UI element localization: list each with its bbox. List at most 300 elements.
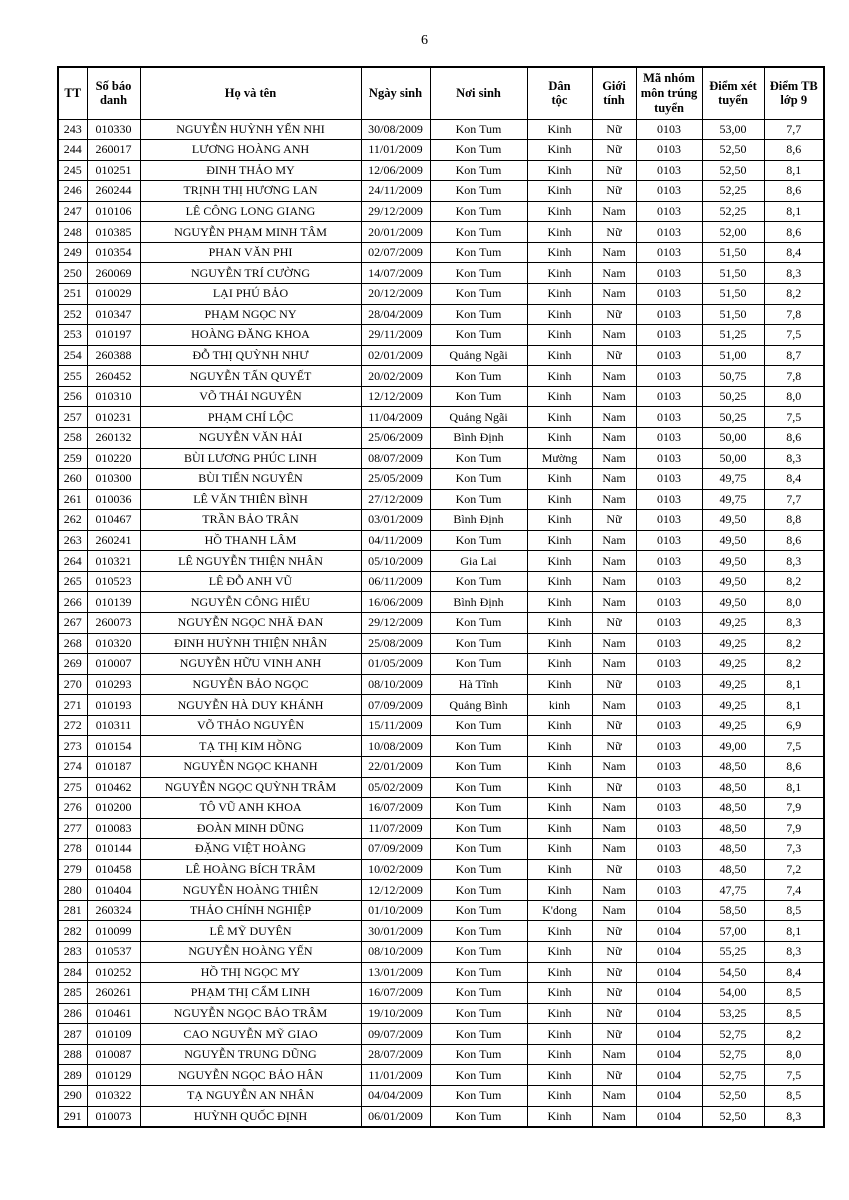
cell-ho-va-ten: NGUYỄN TẤN QUYẾT bbox=[140, 366, 361, 387]
cell-tt: 251 bbox=[58, 284, 87, 305]
table-row bbox=[58, 1085, 824, 1106]
cell-ma-nhom: 0103 bbox=[636, 592, 702, 613]
cell-ho-va-ten: VÕ THẢO NGUYÊN bbox=[140, 715, 361, 736]
cell-ngay-sinh: 30/08/2009 bbox=[361, 119, 430, 140]
cell-ngay-sinh: 16/06/2009 bbox=[361, 592, 430, 613]
cell-so-bao-danh: 010154 bbox=[87, 736, 140, 757]
cell-diem-xet-tuyen: 52,50 bbox=[702, 140, 764, 161]
cell-dan-toc: Kinh bbox=[527, 181, 592, 202]
cell-tt: 262 bbox=[58, 510, 87, 531]
cell-so-bao-danh: 010293 bbox=[87, 674, 140, 695]
cell-gioi-tinh: Nữ bbox=[592, 510, 636, 531]
cell-so-bao-danh: 010200 bbox=[87, 798, 140, 819]
cell-ngay-sinh: 11/01/2009 bbox=[361, 1065, 430, 1086]
cell-ho-va-ten: TRẦN BẢO TRÂN bbox=[140, 510, 361, 531]
cell-noi-sinh: Kon Tum bbox=[430, 777, 527, 798]
cell-ma-nhom: 0103 bbox=[636, 715, 702, 736]
cell-so-bao-danh: 010330 bbox=[87, 119, 140, 140]
cell-diem-xet-tuyen: 49,75 bbox=[702, 489, 764, 510]
cell-tt: 250 bbox=[58, 263, 87, 284]
cell-tt: 289 bbox=[58, 1065, 87, 1086]
cell-ngay-sinh: 05/10/2009 bbox=[361, 551, 430, 572]
table-row bbox=[58, 592, 824, 613]
cell-tt: 254 bbox=[58, 345, 87, 366]
cell-diem-tb-lop-9: 8,5 bbox=[764, 1085, 824, 1106]
cell-diem-tb-lop-9: 7,9 bbox=[764, 818, 824, 839]
cell-diem-xet-tuyen: 51,50 bbox=[702, 263, 764, 284]
cell-dan-toc: Kinh bbox=[527, 798, 592, 819]
cell-ngay-sinh: 25/08/2009 bbox=[361, 633, 430, 654]
cell-diem-xet-tuyen: 49,25 bbox=[702, 613, 764, 634]
cell-diem-xet-tuyen: 50,25 bbox=[702, 407, 764, 428]
table-row bbox=[58, 1024, 824, 1045]
cell-ho-va-ten: BÙI TIẾN NGUYÊN bbox=[140, 469, 361, 490]
cell-so-bao-danh: 010321 bbox=[87, 551, 140, 572]
cell-dan-toc: Kinh bbox=[527, 1044, 592, 1065]
cell-noi-sinh: Kon Tum bbox=[430, 921, 527, 942]
cell-gioi-tinh: Nam bbox=[592, 1106, 636, 1127]
cell-diem-tb-lop-9: 7,5 bbox=[764, 325, 824, 346]
cell-diem-tb-lop-9: 7,9 bbox=[764, 798, 824, 819]
cell-tt: 253 bbox=[58, 325, 87, 346]
cell-tt: 276 bbox=[58, 798, 87, 819]
cell-diem-tb-lop-9: 8,3 bbox=[764, 613, 824, 634]
cell-diem-tb-lop-9: 7,3 bbox=[764, 839, 824, 860]
cell-diem-xet-tuyen: 52,50 bbox=[702, 1106, 764, 1127]
cell-so-bao-danh: 260241 bbox=[87, 530, 140, 551]
cell-so-bao-danh: 010467 bbox=[87, 510, 140, 531]
cell-tt: 288 bbox=[58, 1044, 87, 1065]
cell-ma-nhom: 0104 bbox=[636, 921, 702, 942]
cell-so-bao-danh: 260017 bbox=[87, 140, 140, 161]
cell-dan-toc: Kinh bbox=[527, 777, 592, 798]
cell-tt: 280 bbox=[58, 880, 87, 901]
cell-diem-tb-lop-9: 8,1 bbox=[764, 695, 824, 716]
cell-dan-toc: Kinh bbox=[527, 1024, 592, 1045]
cell-ho-va-ten: NGUYỄN HỮU VINH ANH bbox=[140, 654, 361, 675]
cell-dan-toc: Kinh bbox=[527, 284, 592, 305]
cell-ma-nhom: 0103 bbox=[636, 160, 702, 181]
cell-diem-tb-lop-9: 7,7 bbox=[764, 489, 824, 510]
cell-diem-tb-lop-9: 7,2 bbox=[764, 859, 824, 880]
cell-ma-nhom: 0103 bbox=[636, 880, 702, 901]
cell-tt: 245 bbox=[58, 160, 87, 181]
cell-ngay-sinh: 14/07/2009 bbox=[361, 263, 430, 284]
cell-diem-tb-lop-9: 7,8 bbox=[764, 304, 824, 325]
table-row bbox=[58, 345, 824, 366]
cell-gioi-tinh: Nữ bbox=[592, 345, 636, 366]
cell-ma-nhom: 0104 bbox=[636, 1085, 702, 1106]
cell-diem-tb-lop-9: 8,3 bbox=[764, 448, 824, 469]
cell-diem-tb-lop-9: 8,7 bbox=[764, 345, 824, 366]
cell-so-bao-danh: 010083 bbox=[87, 818, 140, 839]
cell-ma-nhom: 0103 bbox=[636, 448, 702, 469]
cell-ngay-sinh: 02/07/2009 bbox=[361, 242, 430, 263]
cell-noi-sinh: Kon Tum bbox=[430, 1024, 527, 1045]
cell-noi-sinh: Kon Tum bbox=[430, 571, 527, 592]
cell-gioi-tinh: Nữ bbox=[592, 613, 636, 634]
cell-so-bao-danh: 260244 bbox=[87, 181, 140, 202]
cell-diem-tb-lop-9: 8,4 bbox=[764, 242, 824, 263]
table-row bbox=[58, 530, 824, 551]
cell-ho-va-ten: ĐOÀN MINH DŨNG bbox=[140, 818, 361, 839]
cell-dan-toc: Kinh bbox=[527, 818, 592, 839]
cell-noi-sinh: Kon Tum bbox=[430, 181, 527, 202]
table-row bbox=[58, 263, 824, 284]
cell-dan-toc: Mường bbox=[527, 448, 592, 469]
cell-noi-sinh: Kon Tum bbox=[430, 304, 527, 325]
cell-ho-va-ten: LƯƠNG HOÀNG ANH bbox=[140, 140, 361, 161]
cell-ho-va-ten: BÙI LƯƠNG PHÚC LINH bbox=[140, 448, 361, 469]
cell-gioi-tinh: Nam bbox=[592, 469, 636, 490]
cell-noi-sinh: Kon Tum bbox=[430, 325, 527, 346]
cell-diem-xet-tuyen: 52,75 bbox=[702, 1065, 764, 1086]
cell-tt: 259 bbox=[58, 448, 87, 469]
cell-tt: 284 bbox=[58, 962, 87, 983]
table-row bbox=[58, 818, 824, 839]
cell-ngay-sinh: 07/09/2009 bbox=[361, 695, 430, 716]
cell-diem-tb-lop-9: 8,2 bbox=[764, 571, 824, 592]
results-table-body bbox=[58, 119, 824, 1127]
cell-ho-va-ten: NGUYỄN HOÀNG YẾN bbox=[140, 942, 361, 963]
cell-so-bao-danh: 010385 bbox=[87, 222, 140, 243]
cell-diem-tb-lop-9: 7,8 bbox=[764, 366, 824, 387]
cell-gioi-tinh: Nữ bbox=[592, 1024, 636, 1045]
cell-diem-xet-tuyen: 49,25 bbox=[702, 715, 764, 736]
cell-diem-tb-lop-9: 8,4 bbox=[764, 469, 824, 490]
cell-ho-va-ten: NGUYỄN NGỌC NHÃ ĐAN bbox=[140, 613, 361, 634]
cell-so-bao-danh: 010251 bbox=[87, 160, 140, 181]
table-row bbox=[58, 551, 824, 572]
cell-so-bao-danh: 010311 bbox=[87, 715, 140, 736]
cell-noi-sinh: Kon Tum bbox=[430, 942, 527, 963]
cell-noi-sinh: Kon Tum bbox=[430, 756, 527, 777]
cell-gioi-tinh: Nam bbox=[592, 1044, 636, 1065]
cell-ngay-sinh: 30/01/2009 bbox=[361, 921, 430, 942]
cell-so-bao-danh: 010347 bbox=[87, 304, 140, 325]
table-row bbox=[58, 489, 824, 510]
cell-so-bao-danh: 010252 bbox=[87, 962, 140, 983]
cell-gioi-tinh: Nữ bbox=[592, 736, 636, 757]
col-header-ngay-sinh: Ngày sinh bbox=[361, 67, 430, 119]
cell-ngay-sinh: 05/02/2009 bbox=[361, 777, 430, 798]
cell-ngay-sinh: 10/08/2009 bbox=[361, 736, 430, 757]
table-row bbox=[58, 839, 824, 860]
cell-ma-nhom: 0103 bbox=[636, 818, 702, 839]
cell-noi-sinh: Kon Tum bbox=[430, 654, 527, 675]
cell-dan-toc: Kinh bbox=[527, 345, 592, 366]
cell-dan-toc: Kinh bbox=[527, 1065, 592, 1086]
cell-dan-toc: Kinh bbox=[527, 571, 592, 592]
cell-diem-tb-lop-9: 8,2 bbox=[764, 284, 824, 305]
cell-so-bao-danh: 260452 bbox=[87, 366, 140, 387]
cell-ngay-sinh: 29/12/2009 bbox=[361, 201, 430, 222]
cell-ngay-sinh: 16/07/2009 bbox=[361, 983, 430, 1004]
cell-dan-toc: Kinh bbox=[527, 1085, 592, 1106]
cell-diem-tb-lop-9: 8,1 bbox=[764, 777, 824, 798]
cell-ho-va-ten: PHAN VĂN PHI bbox=[140, 242, 361, 263]
cell-diem-tb-lop-9: 8,5 bbox=[764, 1003, 824, 1024]
cell-diem-tb-lop-9: 8,5 bbox=[764, 983, 824, 1004]
cell-dan-toc: Kinh bbox=[527, 386, 592, 407]
cell-noi-sinh: Bình Định bbox=[430, 592, 527, 613]
cell-ma-nhom: 0104 bbox=[636, 983, 702, 1004]
cell-diem-xet-tuyen: 52,75 bbox=[702, 1024, 764, 1045]
cell-noi-sinh: Kon Tum bbox=[430, 530, 527, 551]
cell-so-bao-danh: 010036 bbox=[87, 489, 140, 510]
col-header-diem-xet-tuyen: Điểm xét tuyển bbox=[702, 67, 764, 119]
table-row bbox=[58, 510, 824, 531]
cell-gioi-tinh: Nam bbox=[592, 756, 636, 777]
cell-gioi-tinh: Nữ bbox=[592, 983, 636, 1004]
cell-ho-va-ten: NGUYỄN TRUNG DŨNG bbox=[140, 1044, 361, 1065]
cell-noi-sinh: Kon Tum bbox=[430, 1065, 527, 1086]
cell-ma-nhom: 0103 bbox=[636, 674, 702, 695]
cell-diem-xet-tuyen: 52,50 bbox=[702, 1085, 764, 1106]
cell-ho-va-ten: VÕ THÁI NGUYÊN bbox=[140, 386, 361, 407]
cell-so-bao-danh: 010029 bbox=[87, 284, 140, 305]
cell-dan-toc: kinh bbox=[527, 695, 592, 716]
col-header-ma-nhom-mon-trung-tuyen: Mã nhóm môn trúng tuyển bbox=[636, 67, 702, 119]
table-row bbox=[58, 633, 824, 654]
cell-gioi-tinh: Nam bbox=[592, 695, 636, 716]
cell-noi-sinh: Kon Tum bbox=[430, 386, 527, 407]
table-row bbox=[58, 222, 824, 243]
cell-so-bao-danh: 010193 bbox=[87, 695, 140, 716]
cell-dan-toc: Kinh bbox=[527, 942, 592, 963]
cell-diem-xet-tuyen: 51,50 bbox=[702, 284, 764, 305]
cell-ma-nhom: 0103 bbox=[636, 201, 702, 222]
cell-ma-nhom: 0103 bbox=[636, 345, 702, 366]
col-header-so-bao-danh: Số báo danh bbox=[87, 67, 140, 119]
cell-noi-sinh: Kon Tum bbox=[430, 119, 527, 140]
cell-diem-xet-tuyen: 48,50 bbox=[702, 818, 764, 839]
cell-tt: 268 bbox=[58, 633, 87, 654]
cell-so-bao-danh: 010109 bbox=[87, 1024, 140, 1045]
cell-diem-tb-lop-9: 8,6 bbox=[764, 181, 824, 202]
cell-diem-tb-lop-9: 8,3 bbox=[764, 1106, 824, 1127]
cell-noi-sinh: Kon Tum bbox=[430, 263, 527, 284]
cell-noi-sinh: Kon Tum bbox=[430, 633, 527, 654]
cell-noi-sinh: Kon Tum bbox=[430, 736, 527, 757]
cell-diem-tb-lop-9: 8,0 bbox=[764, 592, 824, 613]
cell-noi-sinh: Kon Tum bbox=[430, 489, 527, 510]
cell-diem-xet-tuyen: 49,00 bbox=[702, 736, 764, 757]
cell-tt: 281 bbox=[58, 900, 87, 921]
cell-ho-va-ten: PHẠM CHÍ LỘC bbox=[140, 407, 361, 428]
cell-dan-toc: Kinh bbox=[527, 366, 592, 387]
cell-tt: 252 bbox=[58, 304, 87, 325]
cell-ho-va-ten: NGUYỄN NGỌC QUỲNH TRÂM bbox=[140, 777, 361, 798]
cell-ngay-sinh: 06/01/2009 bbox=[361, 1106, 430, 1127]
table-row bbox=[58, 859, 824, 880]
cell-dan-toc: Kinh bbox=[527, 983, 592, 1004]
cell-noi-sinh: Kon Tum bbox=[430, 859, 527, 880]
cell-diem-xet-tuyen: 48,50 bbox=[702, 839, 764, 860]
cell-noi-sinh: Kon Tum bbox=[430, 818, 527, 839]
cell-dan-toc: Kinh bbox=[527, 921, 592, 942]
cell-diem-xet-tuyen: 47,75 bbox=[702, 880, 764, 901]
cell-ngay-sinh: 20/02/2009 bbox=[361, 366, 430, 387]
cell-ma-nhom: 0103 bbox=[636, 654, 702, 675]
cell-ho-va-ten: PHẠM THỊ CẨM LINH bbox=[140, 983, 361, 1004]
cell-tt: 261 bbox=[58, 489, 87, 510]
cell-gioi-tinh: Nữ bbox=[592, 962, 636, 983]
cell-tt: 264 bbox=[58, 551, 87, 572]
cell-ngay-sinh: 15/11/2009 bbox=[361, 715, 430, 736]
cell-dan-toc: Kinh bbox=[527, 1003, 592, 1024]
cell-ngay-sinh: 02/01/2009 bbox=[361, 345, 430, 366]
table-row bbox=[58, 284, 824, 305]
cell-dan-toc: Kinh bbox=[527, 119, 592, 140]
col-header-diem-tb-lop-9: Điểm TB lớp 9 bbox=[764, 67, 824, 119]
cell-noi-sinh: Kon Tum bbox=[430, 962, 527, 983]
table-row bbox=[58, 571, 824, 592]
cell-ngay-sinh: 28/04/2009 bbox=[361, 304, 430, 325]
cell-gioi-tinh: Nam bbox=[592, 880, 636, 901]
cell-ngay-sinh: 12/12/2009 bbox=[361, 880, 430, 901]
cell-diem-xet-tuyen: 48,50 bbox=[702, 859, 764, 880]
cell-so-bao-danh: 260069 bbox=[87, 263, 140, 284]
cell-gioi-tinh: Nữ bbox=[592, 942, 636, 963]
cell-gioi-tinh: Nữ bbox=[592, 160, 636, 181]
cell-tt: 277 bbox=[58, 818, 87, 839]
cell-ma-nhom: 0103 bbox=[636, 756, 702, 777]
cell-diem-xet-tuyen: 48,50 bbox=[702, 798, 764, 819]
cell-ma-nhom: 0104 bbox=[636, 900, 702, 921]
cell-dan-toc: Kinh bbox=[527, 551, 592, 572]
cell-gioi-tinh: Nữ bbox=[592, 715, 636, 736]
cell-ngay-sinh: 04/04/2009 bbox=[361, 1085, 430, 1106]
cell-ho-va-ten: NGUYỄN BẢO NGỌC bbox=[140, 674, 361, 695]
table-row bbox=[58, 942, 824, 963]
cell-diem-xet-tuyen: 53,25 bbox=[702, 1003, 764, 1024]
cell-ho-va-ten: THẢO CHÍNH NGHIỆP bbox=[140, 900, 361, 921]
table-row bbox=[58, 900, 824, 921]
cell-gioi-tinh: Nam bbox=[592, 284, 636, 305]
cell-ho-va-ten: ĐẶNG VIỆT HOÀNG bbox=[140, 839, 361, 860]
cell-diem-tb-lop-9: 8,1 bbox=[764, 201, 824, 222]
table-row bbox=[58, 695, 824, 716]
cell-gioi-tinh: Nữ bbox=[592, 181, 636, 202]
cell-so-bao-danh: 010537 bbox=[87, 942, 140, 963]
cell-ngay-sinh: 04/11/2009 bbox=[361, 530, 430, 551]
cell-diem-tb-lop-9: 7,5 bbox=[764, 1065, 824, 1086]
cell-gioi-tinh: Nữ bbox=[592, 674, 636, 695]
table-row bbox=[58, 674, 824, 695]
cell-so-bao-danh: 260073 bbox=[87, 613, 140, 634]
cell-so-bao-danh: 010523 bbox=[87, 571, 140, 592]
cell-noi-sinh: Gia Lai bbox=[430, 551, 527, 572]
cell-ma-nhom: 0104 bbox=[636, 1003, 702, 1024]
cell-ho-va-ten: ĐỖ THỊ QUỲNH NHƯ bbox=[140, 345, 361, 366]
page-number: 6 bbox=[421, 33, 428, 48]
cell-gioi-tinh: Nữ bbox=[592, 304, 636, 325]
cell-noi-sinh: Kon Tum bbox=[430, 222, 527, 243]
cell-ngay-sinh: 13/01/2009 bbox=[361, 962, 430, 983]
cell-noi-sinh: Kon Tum bbox=[430, 284, 527, 305]
cell-diem-tb-lop-9: 8,1 bbox=[764, 160, 824, 181]
table-row bbox=[58, 242, 824, 263]
table-row bbox=[58, 140, 824, 161]
cell-tt: 290 bbox=[58, 1085, 87, 1106]
cell-tt: 243 bbox=[58, 119, 87, 140]
cell-diem-xet-tuyen: 49,25 bbox=[702, 654, 764, 675]
cell-noi-sinh: Kon Tum bbox=[430, 613, 527, 634]
cell-ngay-sinh: 10/02/2009 bbox=[361, 859, 430, 880]
cell-diem-tb-lop-9: 6,9 bbox=[764, 715, 824, 736]
cell-ho-va-ten: TÔ VŨ ANH KHOA bbox=[140, 798, 361, 819]
cell-tt: 258 bbox=[58, 427, 87, 448]
cell-ho-va-ten: NGUYỄN HOÀNG THIÊN bbox=[140, 880, 361, 901]
cell-tt: 257 bbox=[58, 407, 87, 428]
cell-dan-toc: Kinh bbox=[527, 674, 592, 695]
cell-dan-toc: Kinh bbox=[527, 427, 592, 448]
cell-dan-toc: Kinh bbox=[527, 304, 592, 325]
cell-ho-va-ten: NGUYỄN PHẠM MINH TÂM bbox=[140, 222, 361, 243]
cell-diem-tb-lop-9: 7,7 bbox=[764, 119, 824, 140]
cell-diem-tb-lop-9: 8,2 bbox=[764, 654, 824, 675]
cell-diem-xet-tuyen: 49,50 bbox=[702, 592, 764, 613]
cell-tt: 285 bbox=[58, 983, 87, 1004]
cell-so-bao-danh: 010073 bbox=[87, 1106, 140, 1127]
table-row bbox=[58, 386, 824, 407]
cell-diem-xet-tuyen: 50,25 bbox=[702, 386, 764, 407]
cell-ho-va-ten: NGUYỄN NGỌC KHANH bbox=[140, 756, 361, 777]
cell-diem-xet-tuyen: 52,25 bbox=[702, 181, 764, 202]
cell-so-bao-danh: 010099 bbox=[87, 921, 140, 942]
cell-ngay-sinh: 08/07/2009 bbox=[361, 448, 430, 469]
cell-dan-toc: Kinh bbox=[527, 592, 592, 613]
cell-diem-tb-lop-9: 8,5 bbox=[764, 900, 824, 921]
cell-gioi-tinh: Nam bbox=[592, 366, 636, 387]
cell-ngay-sinh: 08/10/2009 bbox=[361, 942, 430, 963]
cell-tt: 278 bbox=[58, 839, 87, 860]
cell-tt: 283 bbox=[58, 942, 87, 963]
table-row bbox=[58, 119, 824, 140]
cell-ngay-sinh: 08/10/2009 bbox=[361, 674, 430, 695]
cell-ma-nhom: 0104 bbox=[636, 1106, 702, 1127]
cell-gioi-tinh: Nữ bbox=[592, 1065, 636, 1086]
cell-noi-sinh: Kon Tum bbox=[430, 839, 527, 860]
cell-diem-xet-tuyen: 55,25 bbox=[702, 942, 764, 963]
cell-diem-xet-tuyen: 51,50 bbox=[702, 242, 764, 263]
cell-tt: 265 bbox=[58, 571, 87, 592]
cell-diem-tb-lop-9: 8,2 bbox=[764, 1024, 824, 1045]
cell-ngay-sinh: 25/06/2009 bbox=[361, 427, 430, 448]
cell-diem-xet-tuyen: 49,75 bbox=[702, 469, 764, 490]
cell-diem-xet-tuyen: 52,00 bbox=[702, 222, 764, 243]
table-header bbox=[58, 67, 824, 119]
cell-dan-toc: Kinh bbox=[527, 613, 592, 634]
cell-diem-xet-tuyen: 52,25 bbox=[702, 201, 764, 222]
cell-noi-sinh: Kon Tum bbox=[430, 160, 527, 181]
cell-noi-sinh: Kon Tum bbox=[430, 366, 527, 387]
cell-ho-va-ten: LẠI PHÚ BẢO bbox=[140, 284, 361, 305]
cell-ho-va-ten: TẠ THỊ KIM HỒNG bbox=[140, 736, 361, 757]
cell-ma-nhom: 0103 bbox=[636, 736, 702, 757]
cell-diem-xet-tuyen: 49,50 bbox=[702, 530, 764, 551]
cell-tt: 275 bbox=[58, 777, 87, 798]
cell-diem-tb-lop-9: 8,1 bbox=[764, 674, 824, 695]
cell-ngay-sinh: 22/01/2009 bbox=[361, 756, 430, 777]
cell-ho-va-ten: LÊ HOÀNG BÍCH TRÂM bbox=[140, 859, 361, 880]
cell-so-bao-danh: 260324 bbox=[87, 900, 140, 921]
cell-ma-nhom: 0103 bbox=[636, 181, 702, 202]
cell-diem-tb-lop-9: 8,3 bbox=[764, 942, 824, 963]
cell-so-bao-danh: 010461 bbox=[87, 1003, 140, 1024]
cell-tt: 266 bbox=[58, 592, 87, 613]
